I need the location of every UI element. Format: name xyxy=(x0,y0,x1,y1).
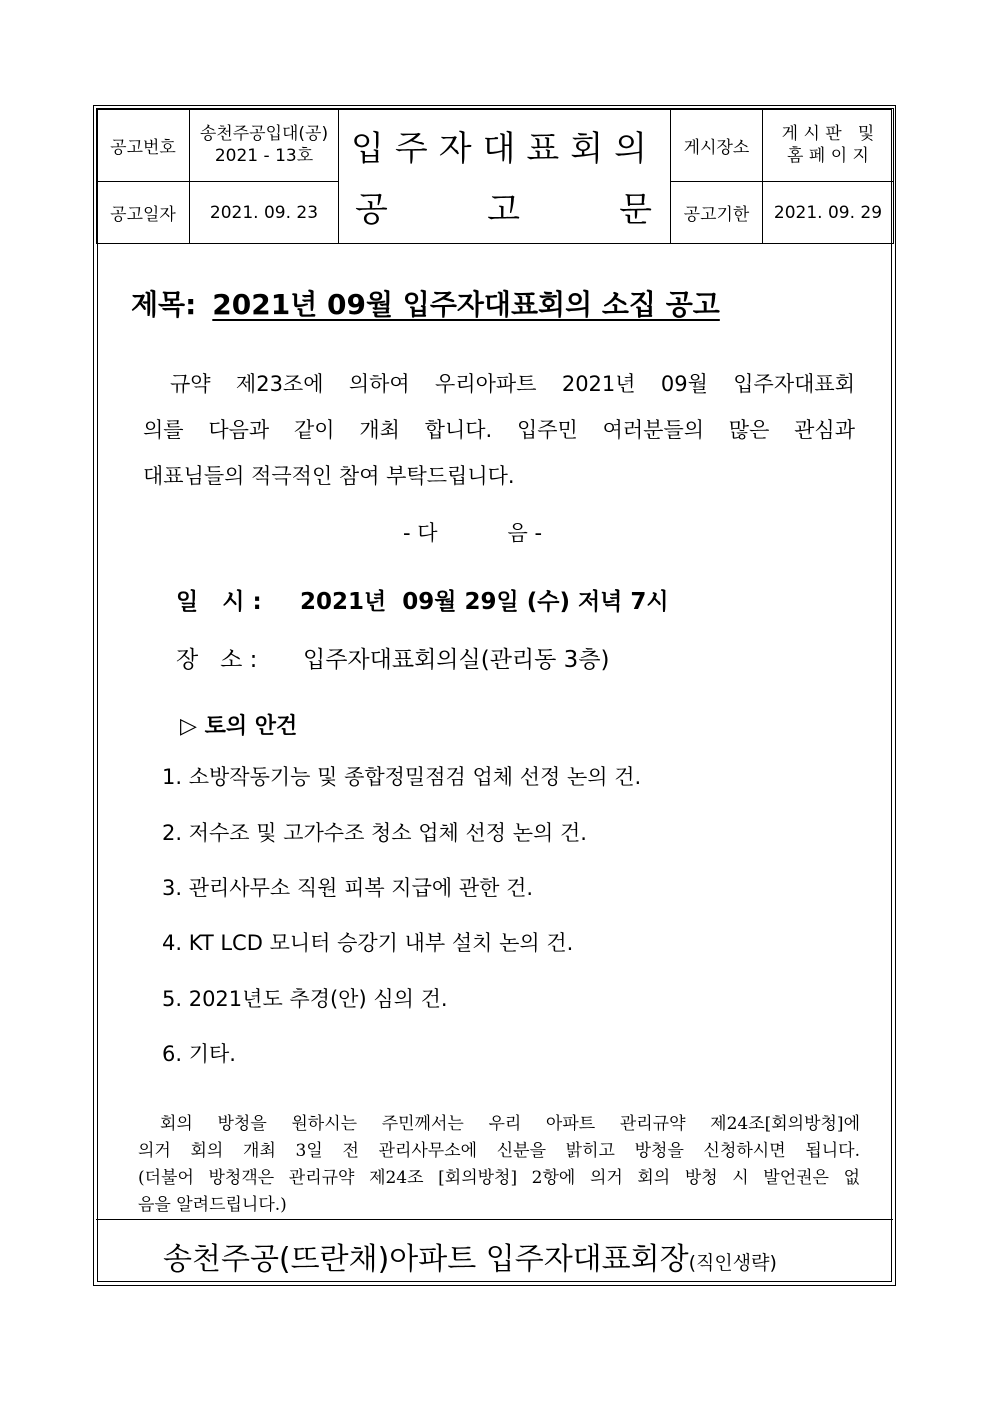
meeting-place-label: 장 소 : xyxy=(176,647,258,673)
deadline-value: 2021. 09. 29 xyxy=(763,182,894,244)
note-line-1: 회의 방청을 원하시는 주민께서는 우리 아파트 관리규약 제24조[회의방청]에 xyxy=(160,1114,860,1134)
notice-date-value: 2021. 09. 23 xyxy=(190,182,339,244)
agenda-item: 2. 저수조 및 고가수조 청소 업체 선정 논의 건. xyxy=(162,821,587,845)
note-line-4: 음을 알려드립니다.) xyxy=(138,1195,287,1215)
agenda-heading: ▷ 토의 안건 xyxy=(180,714,298,739)
agenda-item: 6. 기타. xyxy=(162,1042,236,1066)
agenda-item: 3. 관리사무소 직원 피복 지급에 관한 건. xyxy=(162,876,534,900)
agenda-item: 1. 소방작동기능 및 종합정밀점검 업체 선정 논의 건. xyxy=(162,765,642,789)
note-line-3: (더불어 방청객은 관리규약 제24조 [회의방청] 2항에 의거 회의 방청 시 발언권은 없 xyxy=(138,1168,860,1188)
notice-subject xyxy=(131,283,720,323)
meeting-place xyxy=(176,641,610,674)
footer-signature xyxy=(163,1234,777,1278)
meeting-place-value: 입주자대표회의실(관리동 3층) xyxy=(303,647,610,673)
post-place-line1: 게 시 판 및 xyxy=(781,124,875,144)
section-heading xyxy=(403,517,542,547)
body-line-3: 대표님들의 적극적인 참여 부탁드립니다. xyxy=(143,464,515,488)
notice-subject-text: 2021년 09월 입주자대표회의 소집 공고 xyxy=(212,288,720,321)
post-place-line2: 홈 페 이 지 xyxy=(787,146,869,166)
agenda-item: 4. KT LCD 모니터 승강기 내부 설치 논의 건. xyxy=(162,931,574,955)
meeting-time-label: 일 시 : xyxy=(176,589,262,615)
section-heading-left: - 다 xyxy=(403,521,438,545)
body-line-1: 규약 제23조에 의하여 우리아파트 2021년 09월 입주자대표회 xyxy=(170,372,855,396)
meeting-time xyxy=(176,583,669,616)
post-place-cell xyxy=(763,109,894,182)
footer-seal-note: (직인생략) xyxy=(688,1252,777,1274)
body-line-2: 의를 다음과 같이 개최 합니다. 입주민 여러분들의 많은 관심과 xyxy=(143,418,855,442)
section-heading-right: 음 - xyxy=(507,521,543,545)
notice-number-line2: 2021 - 13호 xyxy=(214,146,314,166)
post-place-label: 게시장소 xyxy=(671,109,763,182)
deadline-label: 공고기한 xyxy=(671,182,763,244)
notice-number-cell xyxy=(190,109,339,182)
document-title-line2 xyxy=(339,182,670,231)
footer-divider xyxy=(96,1219,893,1220)
document-title-char-3: 문 xyxy=(619,190,652,230)
meeting-time-value: 2021년 09월 29일 (수) 저녁 7시 xyxy=(300,589,669,615)
notice-number-label: 공고번호 xyxy=(97,109,190,182)
header-table xyxy=(96,108,894,244)
notice-number-line1: 송천주공입대(공) xyxy=(199,124,329,144)
notice-subject-prefix: 제목: xyxy=(131,288,197,321)
document-title-line1: 입주자대표회의 xyxy=(351,129,658,169)
note-line-2: 의거 회의 개최 3일 전 관리사무소에 신분을 밝히고 방청을 신청하시면 됩니다. xyxy=(138,1141,860,1161)
document-title-cell xyxy=(339,109,671,244)
agenda-item: 5. 2021년도 추경(안) 심의 건. xyxy=(162,987,448,1011)
document-title-char-2: 고 xyxy=(487,190,520,230)
notice-date-label: 공고일자 xyxy=(97,182,190,244)
footer-signer: 송천주공(뜨란채)아파트 입주자대표회장 xyxy=(163,1242,689,1277)
document-title-char-1: 공 xyxy=(355,190,388,230)
